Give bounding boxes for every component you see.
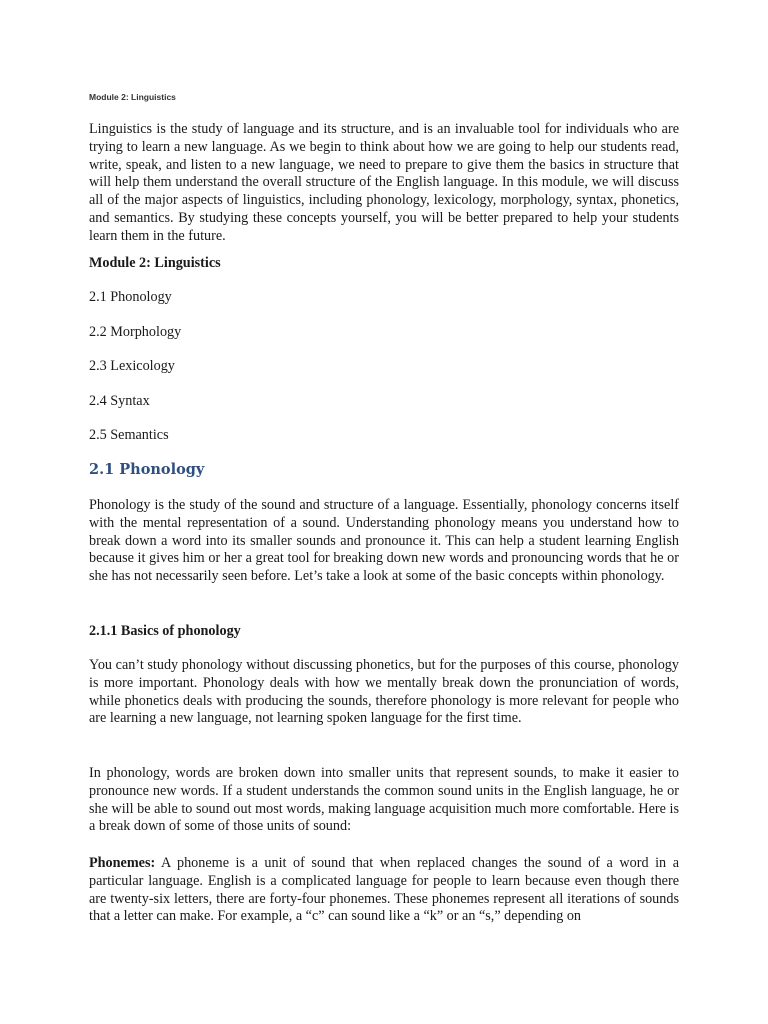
toc-item-lexicology: 2.3 Lexicology: [89, 358, 175, 375]
toc-item-phonology: 2.1 Phonology: [89, 289, 172, 305]
basics-paragraph-2: In phonology, words are broken down into smaller units that represent sounds, to make it easier to pronounce new words. If a student understands the common sound units in the English language, he or she will be able to sound out most words, making language acquisition much more comfortable. Here is a break down of some of those units of sound:: [89, 765, 679, 835]
phonology-paragraph: Phonology is the study of the sound and structure of a language. Essentially, phonology concerns itself with the mental representation of a sound. Understanding phonology means you understand how to break down a word into its smaller sounds and pronounce it. This can help a student learning English because it gives him or her a great tool for breaking down new words and pronouncing words that he or she has not necessarily seen before. Let’s take a look at some of the basic concepts within phonology.: [89, 497, 679, 585]
running-head: Module 2: Linguistics: [89, 92, 176, 102]
table-of-contents: [89, 288, 181, 461]
document-page: [89, 0, 679, 1024]
toc-item-semantics: 2.5 Semantics: [89, 427, 169, 444]
toc-heading: Module 2: Linguistics: [89, 255, 221, 271]
section-heading: 2.1 Phonology: [89, 461, 205, 478]
toc-item-syntax: 2.4 Syntax: [89, 392, 150, 409]
subsection-heading: 2.1.1 Basics of phonology: [89, 623, 241, 639]
phonemes-text: A phoneme is a unit of sound that when replaced changes the sound of a word in a particular language. English is a complicated language for people to learn because even though there are twenty-six letters, there are forty-four phonemes. These phonemes represent all iterations of sounds that a letter can make. For example, a “c” can sound like a “k” or an “s,” depending on: [89, 855, 679, 925]
intro-paragraph: Linguistics is the study of language and its structure, and is an invaluable tool for individuals who are trying to learn a new language. As we begin to think about how we are going to help our students read, write, speak, and listen to a new language, we need to prepare to give them the basics in structure that will help them understand the overall structure of the English language. In this module, we will discuss all of the major aspects of linguistics, including phonology, lexicology, morphology, syntax, phonetics, and semantics. By studying these concepts yourself, you will be better prepared to help your students learn them in the future.: [89, 121, 679, 244]
phonemes-paragraph: [89, 855, 679, 926]
toc-item-morphology: 2.2 Morphology: [89, 323, 182, 340]
phonemes-term: Phonemes:: [89, 855, 156, 871]
basics-paragraph-1: You can’t study phonology without discussing phonetics, but for the purposes of this course, phonology is more important. Phonology deals with how we mentally break down the pronunciation of words, while phonetics deals with producing the sounds, therefore phonology is more relevant for people who are learning a new language, not learning spoken language for the first time.: [89, 657, 679, 727]
